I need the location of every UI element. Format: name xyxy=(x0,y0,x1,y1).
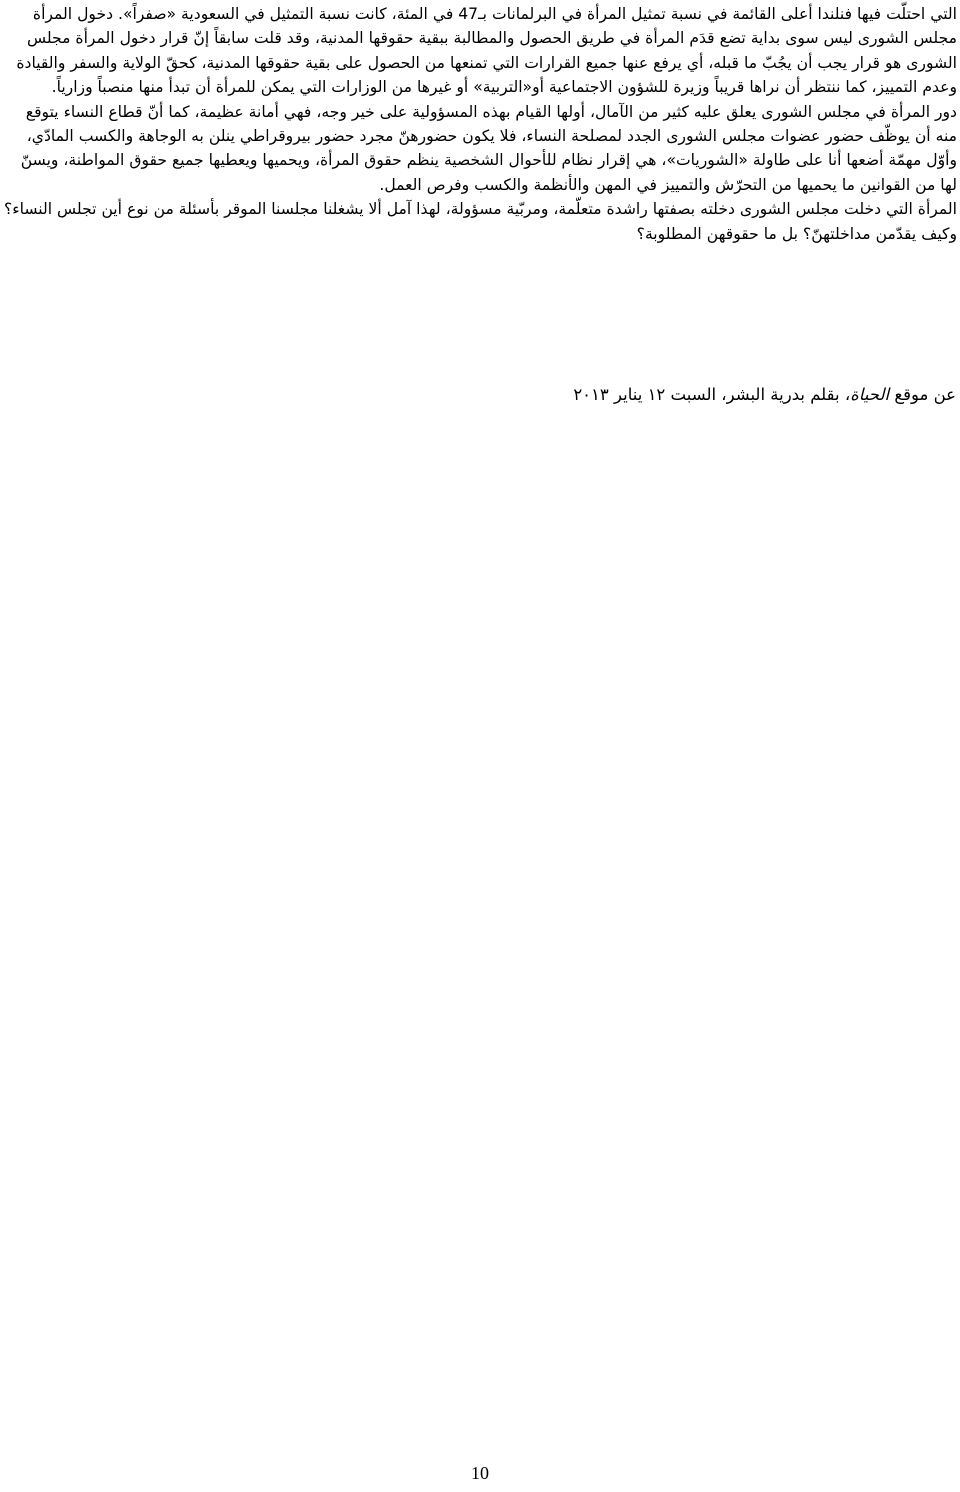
paragraph-1: التي احتلّت فيها فنلندا أعلى القائمة في نسبة تمثيل المرأة في البرلمانات بـ47 في المئة، كانت نسبة التمثيل في السعودية «صفراً». دخول المرأة مجلس الشورى ليس سوى بداية تضع قدَم المرأة في طريق الحصول والمطالبة ببقية حقوقها المدنية، وقد قلت سابقاً إنّ قرار دخول المرأة مجلس الشورى هو قرار يجب أن يجُبّ ما قبله، أي يرفع عنها جميع القرارات التي تمنعها من الحصول على بقية حقوقها المدنية، كحقّ الولاية والسفر والقيادة وعدم التمييز، كما ننتظر أن نراها قريباً وزيرة للشؤون الاجتماعية أو«التربية» أو غيرها من الوزارات التي يمكن للمرأة أن تبدأ منها منصباً وزارياً. xyxy=(16,5,957,97)
paragraph-3: المرأة التي دخلت مجلس الشورى دخلته بصفتها راشدة متعلّمة، ومربّية مسؤولة، لهذا آمل ألا يشغلنا مجلسنا الموقر بأسئلة من نوع أين تجلس النساء؟ وكيف يقدّمن مداخلتهنّ؟ بل ما حقوقهن المطلوبة؟ xyxy=(4,200,957,243)
source-details: ، بقلم بدرية البشر، السبت ١٢ يناير ٢٠١٣ xyxy=(573,385,851,404)
paragraph-2: دور المرأة في مجلس الشورى يعلق عليه كثير من الآمال، أولها القيام بهذه المسؤولية على خير وجه، فهي أمانة عظيمة، كما أنّ قطاع النساء يتوقع منه أن يوظّف حضور عضوات مجلس الشورى الجدد لمصلحة النساء، فلا يكون حضورهنّ مجرد حضور بيروقراطي ينلن به الوجاهة والكسب المادّي، وأوّل مهمّة أضعها أنا على طاولة «الشوريات»، هي إقرار نظام للأحوال الشخصية ينظم حقوق المرأة، ويحميها ويعطيها جميع حقوق المواطنة، ويسنّ لها من القوانين ما يحميها من التحرّش والتمييز في المهن والأنظمة والكسب وفرص العمل. xyxy=(20,102,957,194)
source-publication: الحياة xyxy=(850,385,890,404)
source-prefix: عن موقع xyxy=(894,385,956,404)
source-attribution xyxy=(400,383,956,407)
page-number: 10 xyxy=(471,1463,489,1483)
article-body xyxy=(4,2,957,246)
